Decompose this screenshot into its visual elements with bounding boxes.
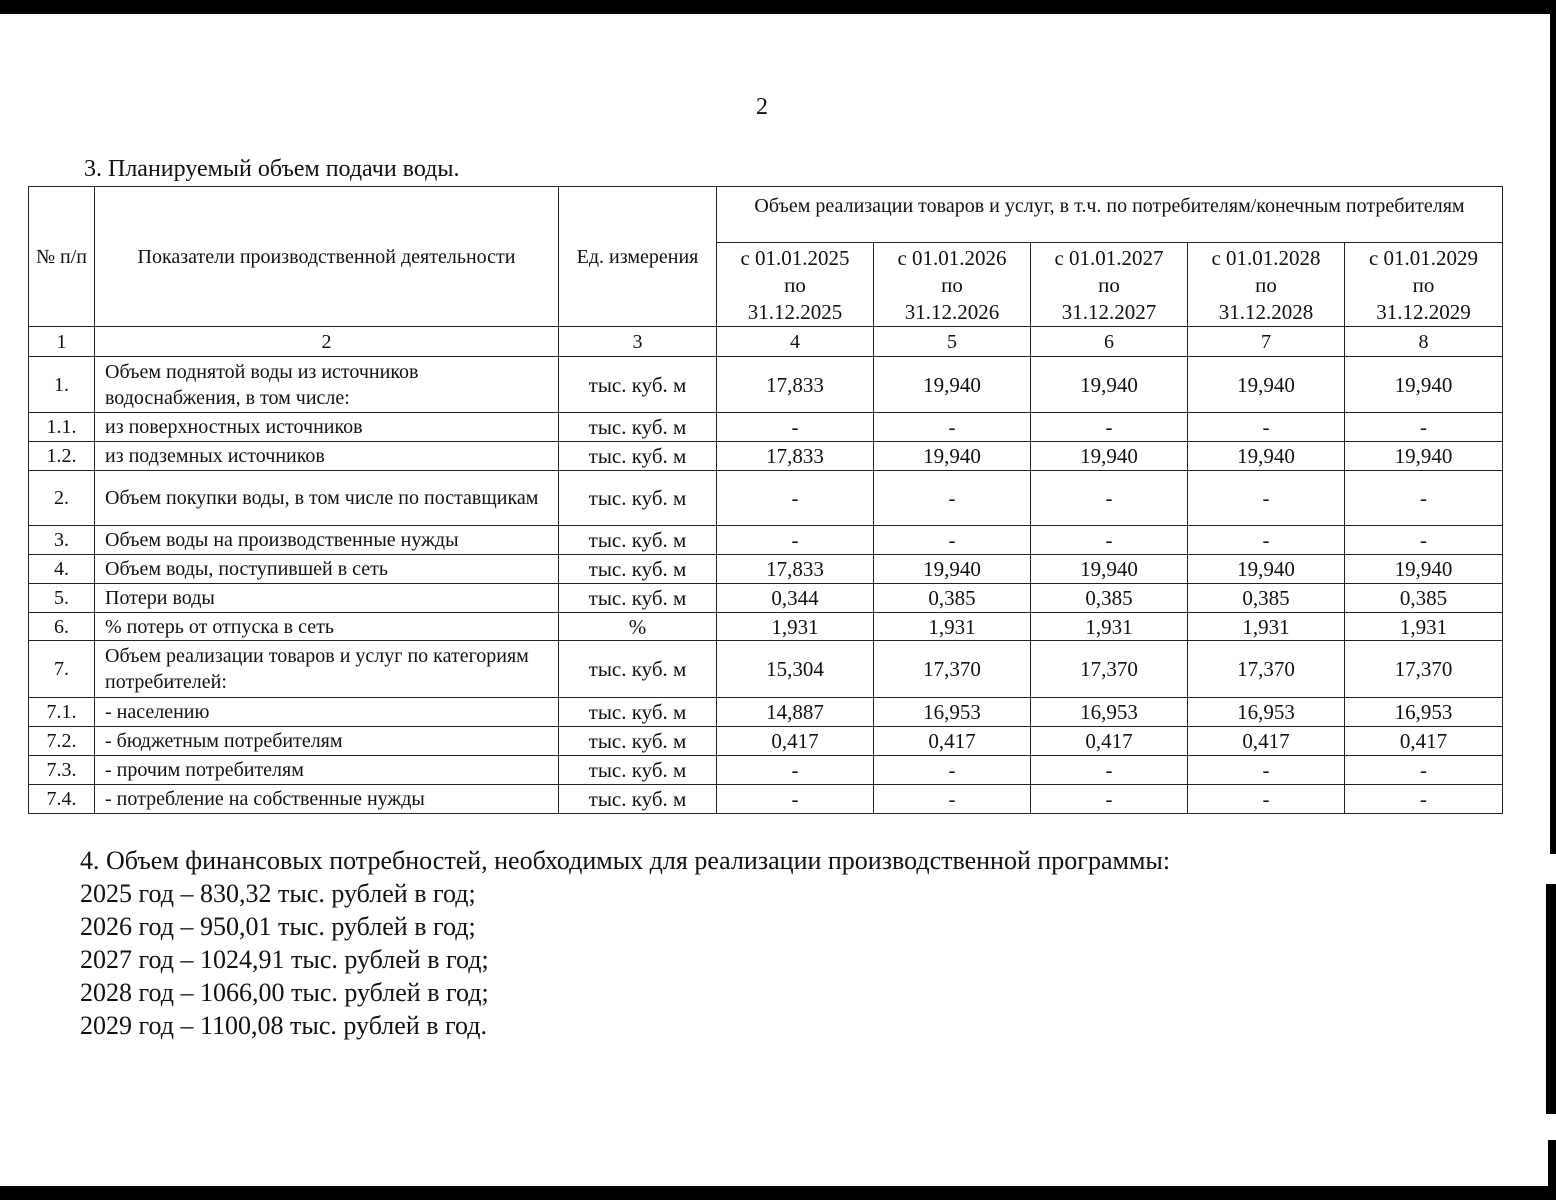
header-row-number: № п/п [29,187,95,327]
unit-cell: тыс. куб. м [559,756,717,785]
unit-cell: % [559,613,717,641]
value-cell: - [874,471,1031,526]
column-number: 5 [874,327,1031,357]
value-cell: 0,385 [1345,584,1503,613]
row-number: 7. [29,641,95,698]
row-number: 2. [29,471,95,526]
value-cell: - [1188,413,1345,442]
value-cell: 15,304 [717,641,874,698]
indicator-name: Потери воды [95,584,559,613]
value-cell: - [717,471,874,526]
row-number: 7.2. [29,727,95,756]
section-3-heading: 3. Планируемый объем подачи воды. [84,156,460,182]
value-cell: 19,940 [1031,357,1188,413]
financial-year-line: 2025 год – 830,32 тыс. рублей в год; [80,879,476,908]
row-number: 5. [29,584,95,613]
indicator-name: - прочим потребителям [95,756,559,785]
header-period: с 01.01.2026 по 31.12.2026 [874,243,1031,327]
water-supply-volume-table [28,186,1503,814]
table-row [29,785,1503,814]
value-cell: 0,344 [717,584,874,613]
column-number: 3 [559,327,717,357]
value-cell: - [1345,756,1503,785]
value-cell: - [1031,756,1188,785]
value-cell: 17,370 [1031,641,1188,698]
unit-cell: тыс. куб. м [559,785,717,814]
scan-border-top [0,0,1556,14]
value-cell: - [1031,471,1188,526]
row-number: 1.2. [29,442,95,471]
row-number: 6. [29,613,95,641]
value-cell: - [717,413,874,442]
unit-cell: тыс. куб. м [559,357,717,413]
value-cell: - [1188,756,1345,785]
indicator-name: Объем покупки воды, в том числе по поставщикам [95,471,559,526]
row-number: 7.3. [29,756,95,785]
value-cell: 1,931 [874,613,1031,641]
indicator-name: % потерь от отпуска в сеть [95,613,559,641]
value-cell: 17,833 [717,555,874,584]
value-cell: 14,887 [717,698,874,727]
indicator-name: - потребление на собственные нужды [95,785,559,814]
value-cell: 0,417 [717,727,874,756]
financial-year-line: 2026 год – 950,01 тыс. рублей в год; [80,912,476,941]
table-row [29,584,1503,613]
indicator-name: Объем воды на производственные нужды [95,526,559,555]
section-4-heading: 4. Объем финансовых потребностей, необходимых для реализации производственной программы: [80,846,1171,875]
unit-cell: тыс. куб. м [559,555,717,584]
value-cell: - [717,756,874,785]
unit-cell: тыс. куб. м [559,641,717,698]
value-cell: 17,370 [1345,641,1503,698]
value-cell: - [717,526,874,555]
value-cell: 19,940 [1188,357,1345,413]
table-row [29,613,1503,641]
page-number: 2 [756,94,768,120]
value-cell: - [1188,785,1345,814]
value-cell: 0,417 [1031,727,1188,756]
indicator-name: - населению [95,698,559,727]
table-row [29,442,1503,471]
table-row [29,413,1503,442]
unit-cell: тыс. куб. м [559,526,717,555]
scan-border-right [1550,14,1556,854]
table-row [29,471,1503,526]
table-row [29,357,1503,413]
table-body [29,327,1503,814]
value-cell: - [1031,785,1188,814]
column-number: 8 [1345,327,1503,357]
value-cell: - [874,413,1031,442]
value-cell: 19,940 [1345,357,1503,413]
value-cell: - [1188,526,1345,555]
value-cell: - [1345,413,1503,442]
value-cell: 1,931 [1345,613,1503,641]
value-cell: 0,417 [874,727,1031,756]
value-cell: 0,385 [874,584,1031,613]
value-cell: 19,940 [1031,555,1188,584]
unit-cell: тыс. куб. м [559,727,717,756]
value-cell: 19,940 [1345,555,1503,584]
indicator-name: Объем воды, поступившей в сеть [95,555,559,584]
value-cell: 17,370 [874,641,1031,698]
unit-cell: тыс. куб. м [559,584,717,613]
value-cell: 16,953 [874,698,1031,727]
value-cell: 17,833 [717,357,874,413]
value-cell: 0,385 [1031,584,1188,613]
scan-border-bottom [0,1186,1556,1200]
financial-year-line: 2027 год – 1024,91 тыс. рублей в год; [80,945,489,974]
value-cell: 16,953 [1031,698,1188,727]
table-row [29,698,1503,727]
column-number-row [29,327,1503,357]
unit-cell: тыс. куб. м [559,442,717,471]
indicator-name: из поверхностных источников [95,413,559,442]
column-number: 6 [1031,327,1188,357]
value-cell: 16,953 [1345,698,1503,727]
column-number: 1 [29,327,95,357]
value-cell: 1,931 [1188,613,1345,641]
value-cell: - [1345,526,1503,555]
value-cell: 0,417 [1188,727,1345,756]
financial-year-line: 2028 год – 1066,00 тыс. рублей в год; [80,978,489,1007]
header-period: с 01.01.2028 по 31.12.2028 [1188,243,1345,327]
value-cell: 19,940 [874,357,1031,413]
value-cell: - [874,526,1031,555]
table-row [29,526,1503,555]
row-number: 1. [29,357,95,413]
unit-cell: тыс. куб. м [559,471,717,526]
value-cell: - [1031,413,1188,442]
value-cell: 1,931 [717,613,874,641]
header-period: с 01.01.2025 по 31.12.2025 [717,243,874,327]
financial-year-line: 2029 год – 1100,08 тыс. рублей в год. [80,1011,487,1040]
row-number: 3. [29,526,95,555]
value-cell: 16,953 [1188,698,1345,727]
scan-border-right [1548,1140,1556,1186]
value-cell: 19,940 [1188,442,1345,471]
value-cell: 17,833 [717,442,874,471]
value-cell: - [874,756,1031,785]
table-row [29,756,1503,785]
indicator-name: Объем поднятой воды из источников водоснабжения, в том числе: [95,357,559,413]
value-cell: 17,370 [1188,641,1345,698]
value-cell: 1,931 [1031,613,1188,641]
value-cell: 19,940 [874,442,1031,471]
row-number: 4. [29,555,95,584]
row-number: 1.1. [29,413,95,442]
unit-cell: тыс. куб. м [559,698,717,727]
value-cell: 0,385 [1188,584,1345,613]
indicator-name: - бюджетным потребителям [95,727,559,756]
indicator-name: Объем реализации товаров и услуг по категориям потребителей: [95,641,559,698]
column-number: 7 [1188,327,1345,357]
value-cell: - [1345,785,1503,814]
value-cell: 19,940 [1345,442,1503,471]
row-number: 7.1. [29,698,95,727]
unit-cell: тыс. куб. м [559,413,717,442]
value-cell: - [1345,471,1503,526]
header-unit: Ед. измерения [559,187,717,327]
value-cell: 0,417 [1345,727,1503,756]
value-cell: - [1031,526,1188,555]
value-cell: - [717,785,874,814]
indicator-name: из подземных источников [95,442,559,471]
column-number: 2 [95,327,559,357]
section-4-financial-needs [80,844,1170,1042]
header-sales-volume-group: Объем реализации товаров и услуг, в т.ч. по потребителям/конечным потребителям [717,187,1503,243]
table-row [29,641,1503,698]
header-period: с 01.01.2027 по 31.12.2027 [1031,243,1188,327]
value-cell: 19,940 [874,555,1031,584]
value-cell: - [1188,471,1345,526]
value-cell: - [874,785,1031,814]
scan-border-right [1546,884,1556,1114]
header-indicator: Показатели производственной деятельности [95,187,559,327]
row-number: 7.4. [29,785,95,814]
column-number: 4 [717,327,874,357]
table-row [29,555,1503,584]
value-cell: 19,940 [1031,442,1188,471]
header-period: с 01.01.2029 по 31.12.2029 [1345,243,1503,327]
value-cell: 19,940 [1188,555,1345,584]
table-row [29,727,1503,756]
